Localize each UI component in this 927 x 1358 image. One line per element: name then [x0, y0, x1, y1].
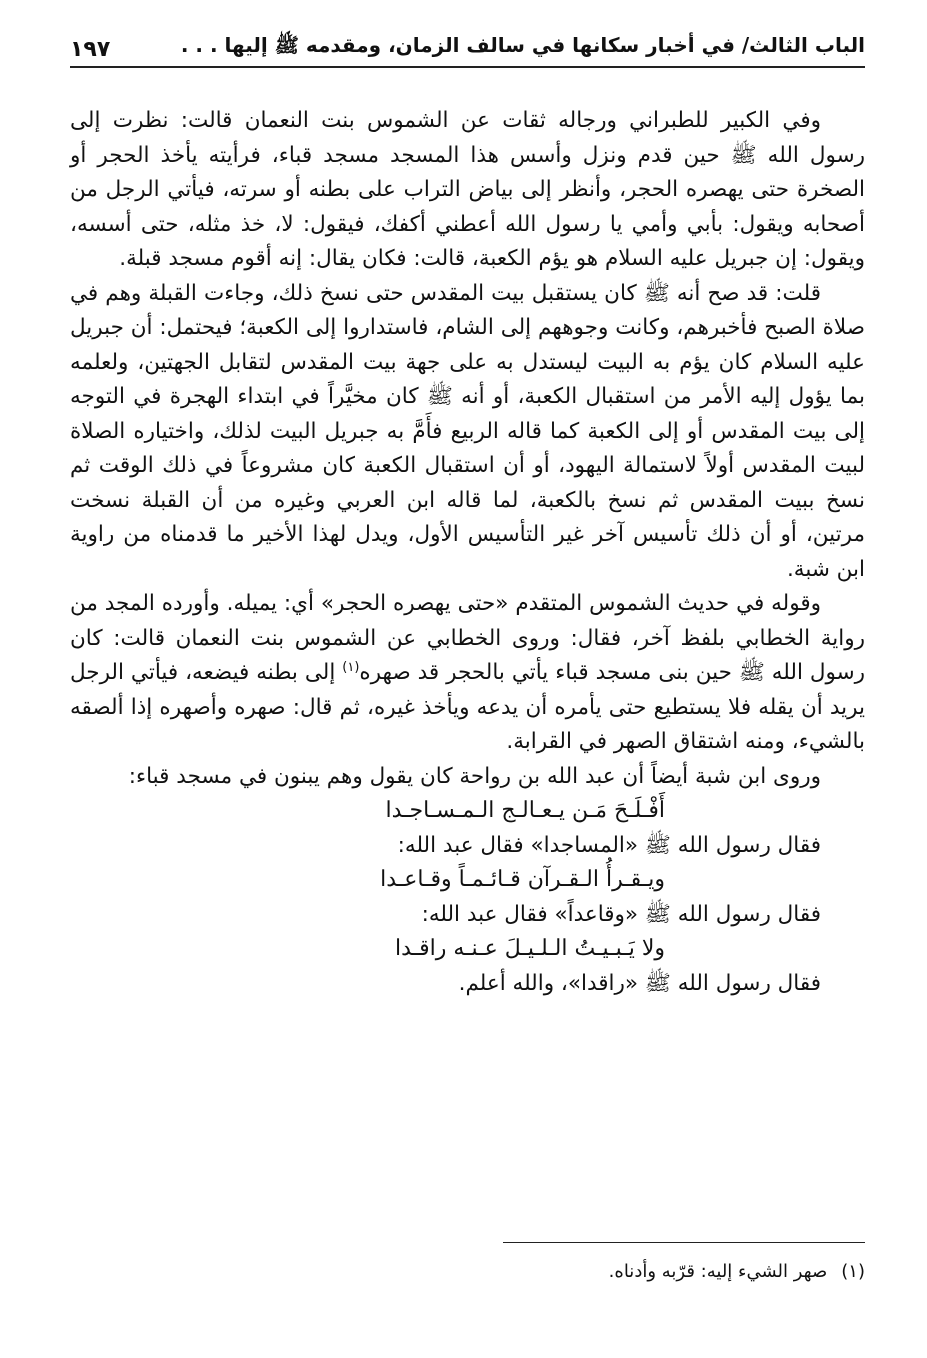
verse-line: ولا يَـبـيـتُ الـلـيـلَ عـنـه راقـدا: [394, 936, 665, 961]
verse-line: ويـقـرأُ الـقـرآن قـائـمـاً وقـاعـدا: [380, 867, 665, 892]
paragraph-khattabi: [70, 587, 865, 760]
paragraph-khattabi-part2: إلى بطنه فيضعه، فيأتي الرجل يريد أن يقله فلا يستطيع حتى يأمره أن يدعه ويأخذ غيره، ثم قال: صهره وأصهره إذا ألصقه بالشيء، ومنه اشتقاق الصهر في القرابة.: [70, 660, 865, 754]
footnote-divider: [503, 1242, 865, 1243]
chapter-title: الباب الثالث/ في أخبار سكانها في سالف الزمان، ومقدمه ﷺ إليها . . .: [180, 33, 865, 57]
page-number: ١٩٧: [70, 37, 111, 62]
main-text: [70, 104, 865, 1001]
running-header: [70, 30, 865, 68]
prophet-reply: فقال رسول الله ﷺ «المساجدا» فقال عبد الله:: [397, 832, 821, 858]
paragraph-ibn-shabba: وروى ابن شبة أيضاً أن عبد الله بن رواحة كان يقول وهم يبنون في مسجد قباء:: [128, 763, 821, 789]
prophet-reply: فقال رسول الله ﷺ «وقاعداً» فقال عبد الله:: [421, 901, 821, 927]
footnote-text: صهر الشيء إليه: قرّبه وأدناه.: [608, 1261, 828, 1282]
footnote-number: (١): [841, 1261, 865, 1282]
paragraph-khattabi-part1: وقوله في حديث الشموس المتقدم «حتى يهصره الحجر» أي: يميله. وأورده المجد من رواية الخطابي بلفظ آخر، فقال: وروى الخطابي عن الشموس بنت النعمان قالت: كان رسول الله ﷺ حين بنى مسجد قباء يأتي بالحجر قد صهره: [70, 591, 865, 685]
verse-line: أَفْـلَـحَ مَـن يـعـالـج الـمـسـاجـدا: [385, 798, 665, 823]
footnote-reference: (١): [342, 659, 360, 675]
prophet-reply: فقال رسول الله ﷺ «راقدا»، والله أعلم.: [458, 970, 821, 996]
paragraph-tabarani: وفي الكبير للطبراني ورجاله ثقات عن الشموس بنت النعمان قالت: نظرت إلى رسول الله ﷺ حين قدم ونزل وأسس هذا المسجد مسجد قباء، فرأيته يأخذ الحجر أو الصخرة حتى يهصره الحجر، وأنظر إلى بياض التراب على بطنه أو سرته، فيأتي الرجل من أصحابه ويقول: بأبي وأمي يا رسول الله أعطني أكفك، فيقول: لا، خذ مثله، حتى أسسه، ويقول: إن جبريل عليه السلام هو يؤم الكعبة، قالت: فكان يقال: إنه أقوم مسجد قبلة.: [70, 108, 865, 271]
paragraph-commentary: قلت: قد صح أنه ﷺ كان يستقبل بيت المقدس حتى نسخ ذلك، وجاءت القبلة وهم في صلاة الصبح فأخبرهم، وكانت وجوههم إلى الشام، فاستداروا إلى الكعبة؛ فيحتمل: أن جبريل عليه السلام كان يؤم به البيت ليستدل به على جهة بيت المقدس لتقابل الجهتين، ولعلمه بما يؤول إليه الأمر من استقبال الكعبة، أو أنه ﷺ كان مخيَّراً في ابتداء الهجرة في التوجه إلى بيت المقدس أو إلى الكعبة كما قاله الربيع فأَمَّ به جبريل البيت لذلك، واختياره الصلاة لبيت المقدس أولاً لاستمالة اليهود، أو أن استقبال الكعبة كان مشروعاً في ذلك الوقت ثم نسخ ببيت المقدس ثم نسخ بالكعبة، لما قاله ابن العربي وغيره من أن القبلة نسخت مرتين، أو أن ذلك تأسيس آخر غير التأسيس الأول، ويدل لهذا الأخير ما قدمناه من راوية ابن شبة.: [70, 280, 865, 582]
footnote: [70, 1258, 865, 1286]
